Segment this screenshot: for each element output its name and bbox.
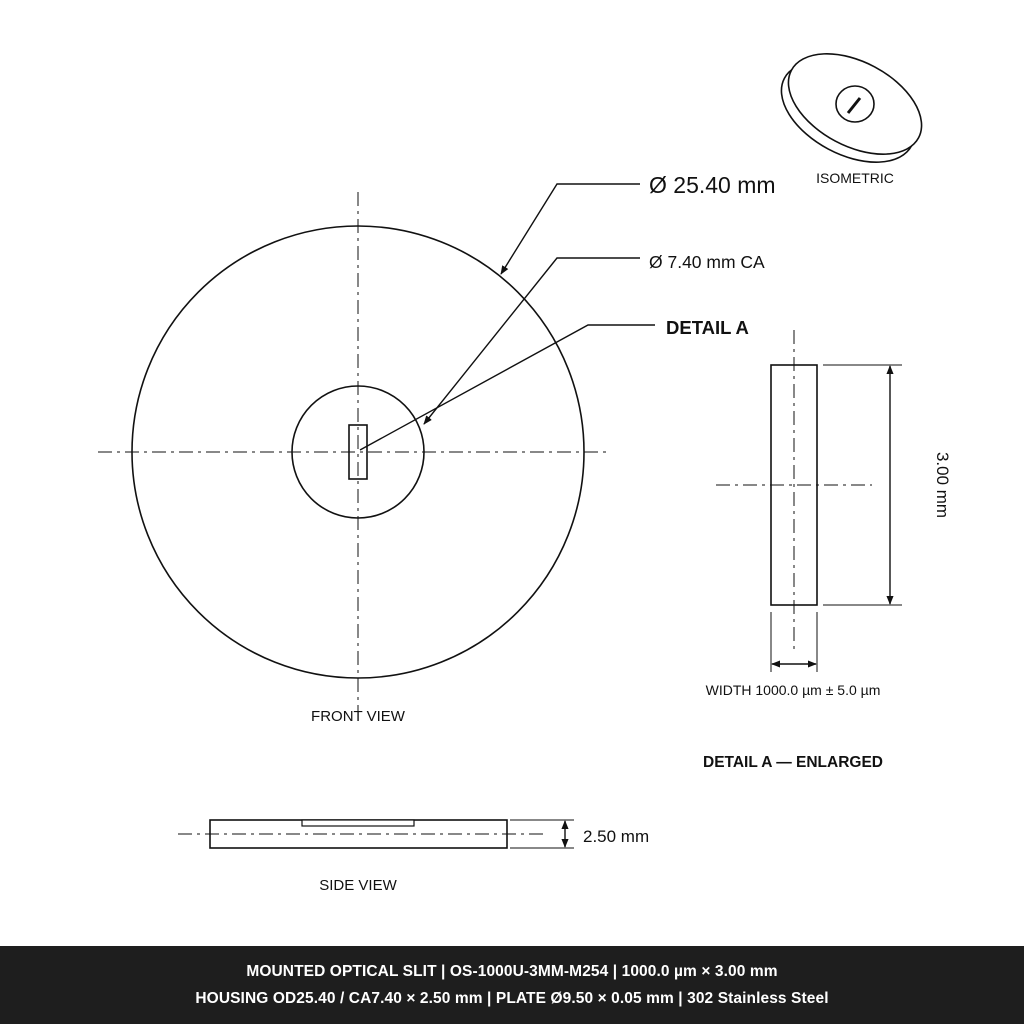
outer-diameter-leader (501, 184, 640, 274)
side-slit-plate (302, 820, 414, 826)
thickness-dimension: 2.50 mm (583, 827, 650, 846)
title-block-footer (0, 946, 1024, 1024)
front-view-label: FRONT VIEW (311, 708, 405, 725)
side-view (178, 820, 574, 848)
detail-a-view (716, 330, 902, 672)
isometric-label: ISOMETRIC (816, 170, 894, 186)
footer-line-1: MOUNTED OPTICAL SLIT | OS-1000U-3MM-M254 | 1000.0 µm × 3.00 mm (246, 963, 778, 980)
detail-a-leader (360, 325, 655, 450)
slit-width-dimension: WIDTH 1000.0 µm ± 5.0 µm (705, 682, 881, 698)
isometric-view (765, 33, 939, 183)
clear-aperture-callout: Ø 7.40 mm CA (649, 252, 765, 272)
leader-lines (360, 184, 655, 450)
detail-a-callout: DETAIL A (666, 317, 749, 338)
footer-line-2: HOUSING OD25.40 / CA7.40 × 2.50 mm | PLATE Ø9.50 × 0.05 mm | 302 Stainless Steel (195, 990, 829, 1007)
front-view (98, 192, 610, 712)
detail-a-title: DETAIL A — ENLARGED (703, 754, 883, 771)
outer-diameter-callout: Ø 25.40 mm (649, 172, 776, 198)
aperture-leader (424, 258, 640, 424)
side-view-label: SIDE VIEW (319, 877, 397, 894)
slit-length-dimension: 3.00 mm (933, 451, 952, 519)
